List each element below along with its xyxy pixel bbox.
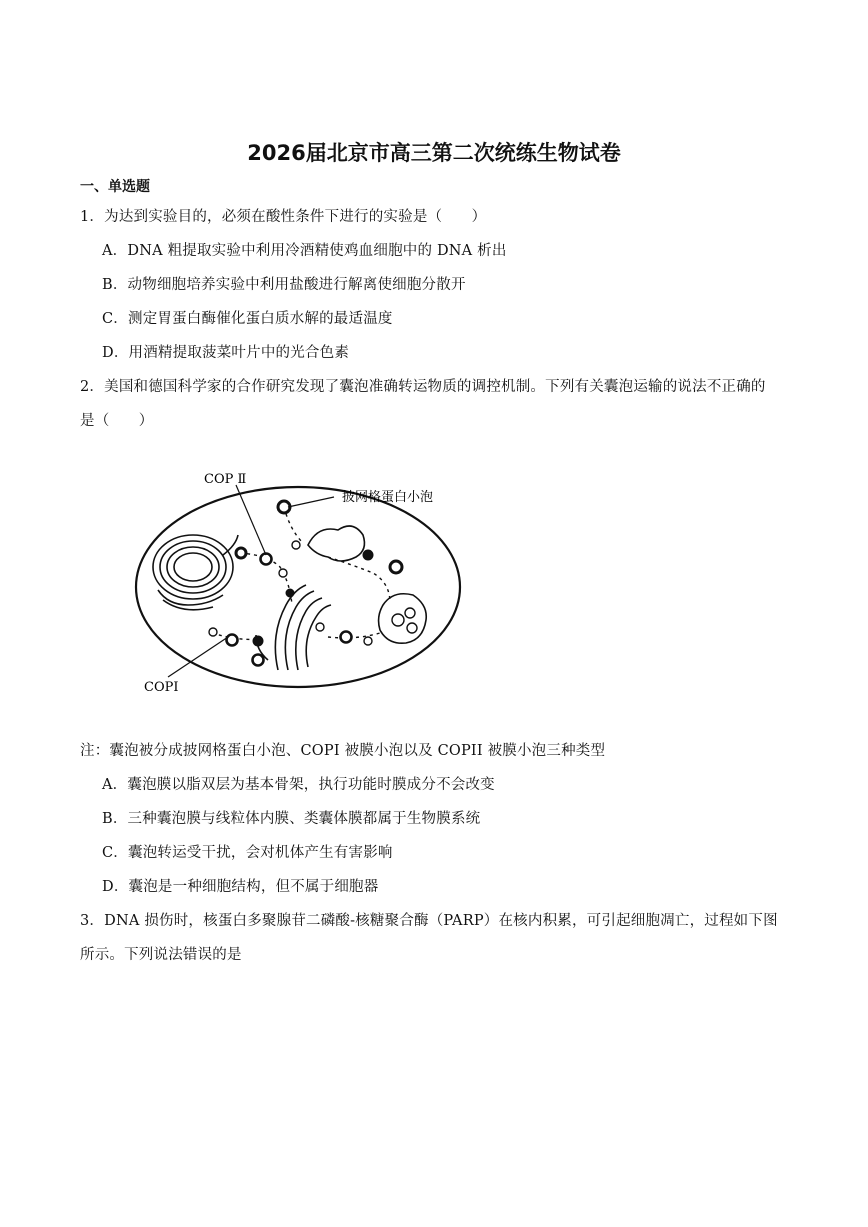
label-copi: COPⅠ — [144, 680, 179, 695]
question-1-option-a: A．DNA 粗提取实验中利用冷酒精使鸡血细胞中的 DNA 析出 — [102, 243, 507, 259]
question-1-option-c: C．测定胃蛋白酶催化蛋白质水解的最适温度 — [102, 311, 393, 327]
question-1-option-b: B．动物细胞培养实验中利用盐酸进行解离使细胞分散开 — [102, 277, 466, 293]
question-2-note: 注：囊泡被分成披网格蛋白小泡、COPI 被膜小泡以及 COPII 被膜小泡三种类型 — [80, 743, 606, 759]
vesicles — [209, 501, 402, 666]
lysosome — [379, 594, 427, 643]
endoplasmic-reticulum — [153, 535, 238, 610]
label-clathrin-vesicle: 披网格蛋白小泡 — [342, 490, 434, 505]
question-2-stem-line2: 是（ ） — [80, 413, 154, 429]
question-2-option-a: A．囊泡膜以脂双层为基本骨架，执行功能时膜成分不会改变 — [102, 777, 495, 793]
vesicle-transport-diagram — [128, 455, 468, 705]
question-2-option-c: C．囊泡转运受干扰，会对机体产生有害影响 — [102, 845, 393, 861]
label-copii: COP Ⅱ — [204, 472, 247, 487]
question-2-option-b: B．三种囊泡膜与线粒体内膜、类囊体膜都属于生物膜系统 — [102, 811, 481, 827]
section-heading: 一、单选题 — [80, 179, 150, 195]
question-2-option-d: D．囊泡是一种细胞结构，但不属于细胞器 — [102, 879, 379, 895]
question-3-stem-line2: 所示。下列说法错误的是 — [80, 947, 242, 963]
page-title: 2026届北京市高三第二次统练生物试卷 — [247, 141, 621, 165]
question-1-stem: 1．为达到实验目的，必须在酸性条件下进行的实验是（ ） — [80, 209, 487, 225]
question-1-option-d: D．用酒精提取菠菜叶片中的光合色素 — [102, 345, 350, 361]
question-2-stem-line1: 2．美国和德国科学家的合作研究发现了囊泡准确转运物质的调控机制。下列有关囊泡运输的说法不正确的 — [80, 379, 766, 395]
question-3-stem-line1: 3．DNA 损伤时，核蛋白多聚腺苷二磷酸-核糖聚合酶（PARP）在核内积累，可引起细胞凋亡，过程如下图 — [80, 913, 778, 929]
endosome — [308, 526, 364, 561]
cell-membrane — [136, 487, 460, 687]
